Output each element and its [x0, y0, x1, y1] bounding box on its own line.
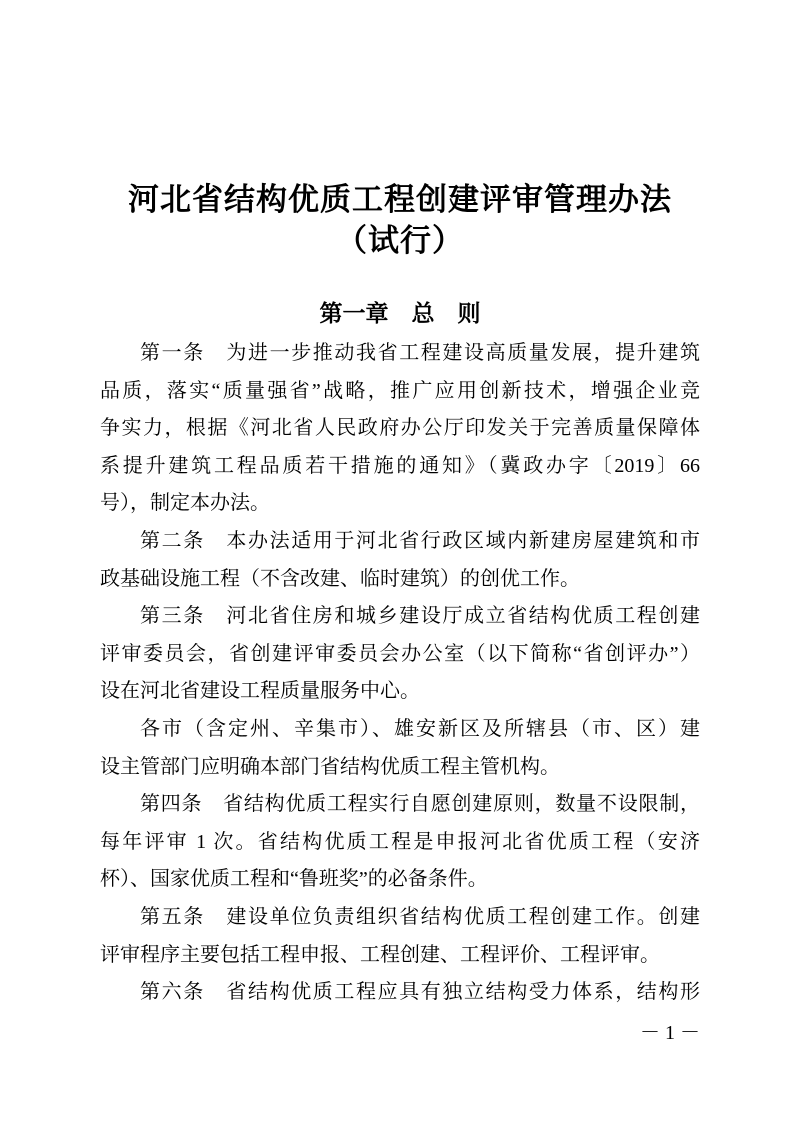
body-line: 评审委员会，省创建评审委员会办公室（以下简称“省创评办”）: [100, 642, 700, 665]
body-line: 杯）、国家优质工程和“鲁班奖”的必备条件。: [100, 868, 488, 891]
body-line: 号），制定本办法。: [100, 492, 270, 515]
body-line: 第三条 河北省住房和城乡建设厅成立省结构优质工程创建: [140, 605, 700, 628]
body-line: 系提升建筑工程品质若干措施的通知》（冀政办字〔2019〕66: [100, 454, 700, 477]
body-line: 每年评审 1 次。省结构优质工程是申报河北省优质工程（安济: [100, 830, 700, 853]
body-line: 争实力，根据《河北省人民政府办公厅印发关于完善质量保障体: [100, 417, 700, 440]
document-subtitle: （试行）: [336, 223, 464, 258]
body-line: 第二条 本办法适用于河北省行政区域内新建房屋建筑和市: [140, 529, 700, 552]
document-title: 河北省结构优质工程创建评审管理办法: [128, 182, 672, 217]
page-number: － 1 －: [640, 1022, 700, 1044]
body-line: 第一条 为进一步推动我省工程建设高质量发展，提升建筑: [140, 342, 700, 364]
body-line: 各市（含定州、辛集市）、雄安新区及所辖县（市、区）建: [140, 717, 700, 740]
body-line: 品质，落实“质量强省”战略，推广应用创新技术，增强企业竞: [100, 379, 700, 402]
document-body: [100, 335, 700, 1012]
chapter-heading: 第一章 总 则: [319, 300, 481, 326]
body-line: 设主管部门应明确本部门省结构优质工程主管机构。: [100, 755, 560, 778]
body-line: 设在河北省建设工程质量服务中心。: [100, 680, 420, 703]
body-line: 第五条 建设单位负责组织省结构优质工程创建工作。创建: [140, 905, 700, 928]
body-line: 第六条 省结构优质工程应具有独立结构受力体系，结构形: [140, 981, 700, 1004]
body-line: 评审程序主要包括工程申报、工程创建、工程评价、工程评审。: [100, 943, 660, 966]
body-line: 政基础设施工程（不含改建、临时建筑）的创优工作。: [100, 567, 580, 590]
body-line: 第四条 省结构优质工程实行自愿创建原则，数量不设限制，: [140, 793, 700, 816]
